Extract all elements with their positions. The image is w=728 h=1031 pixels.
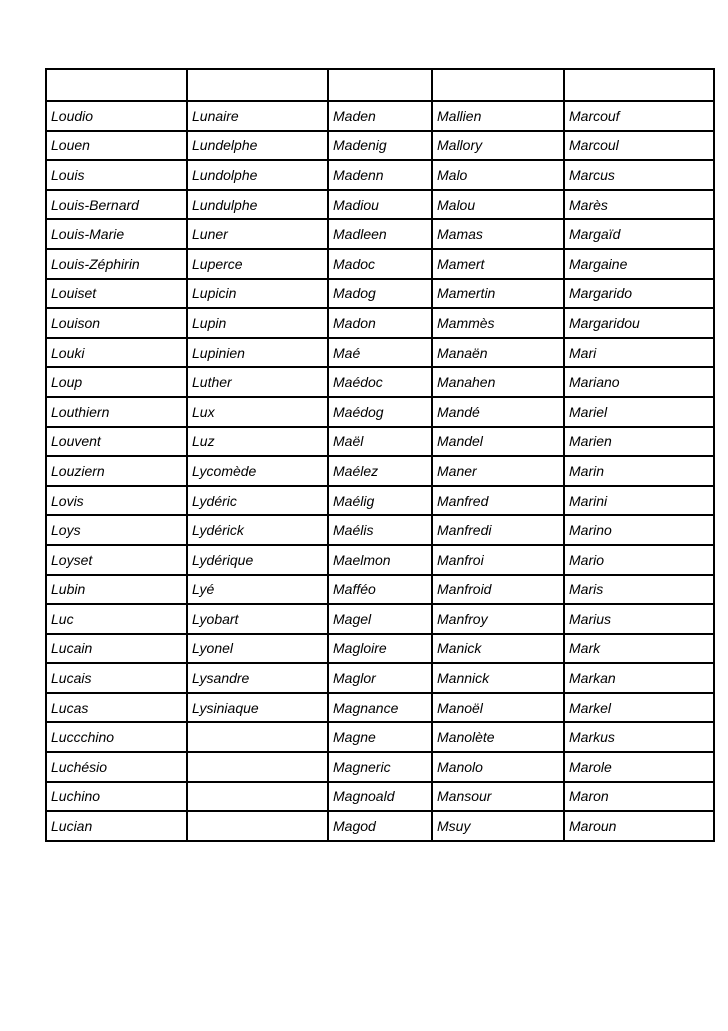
table-row	[46, 693, 714, 723]
name-cell: Manfroi	[432, 545, 564, 575]
name-cell: Maédoc	[328, 367, 432, 397]
name-cell: Magloire	[328, 634, 432, 664]
name-cell: Malo	[432, 160, 564, 190]
name-cell: Marcoul	[564, 131, 714, 161]
table-row	[46, 515, 714, 545]
name-cell: Madenig	[328, 131, 432, 161]
name-cell: Loys	[46, 515, 187, 545]
name-cell: Maglor	[328, 663, 432, 693]
name-cell	[187, 752, 328, 782]
header-row	[46, 69, 714, 101]
name-cell: Magneric	[328, 752, 432, 782]
name-cell: Luc	[46, 604, 187, 634]
name-cell: Maélis	[328, 515, 432, 545]
name-cell: Louki	[46, 338, 187, 368]
name-cell: Lyonel	[187, 634, 328, 664]
name-cell: Manoël	[432, 693, 564, 723]
name-cell: Lupicin	[187, 279, 328, 309]
name-cell: Lysandre	[187, 663, 328, 693]
name-cell: Mark	[564, 634, 714, 664]
name-cell: Msuy	[432, 811, 564, 841]
name-cell: Lucas	[46, 693, 187, 723]
table-row	[46, 427, 714, 457]
name-cell: Manfred	[432, 486, 564, 516]
name-cell: Maron	[564, 782, 714, 812]
name-cell: Mamertin	[432, 279, 564, 309]
name-cell: Luchésio	[46, 752, 187, 782]
table-row	[46, 190, 714, 220]
name-cell: Luchino	[46, 782, 187, 812]
name-cell: Loup	[46, 367, 187, 397]
name-cell: Lucian	[46, 811, 187, 841]
name-cell: Loyset	[46, 545, 187, 575]
name-cell: Manolète	[432, 722, 564, 752]
name-cell: Lupinien	[187, 338, 328, 368]
name-cell: Louison	[46, 308, 187, 338]
table-row	[46, 663, 714, 693]
name-cell: Markan	[564, 663, 714, 693]
name-cell: Marius	[564, 604, 714, 634]
name-cell: Maël	[328, 427, 432, 457]
table-row	[46, 249, 714, 279]
name-cell: Margaine	[564, 249, 714, 279]
name-cell: Lucain	[46, 634, 187, 664]
name-cell	[187, 782, 328, 812]
name-cell: Manolo	[432, 752, 564, 782]
table-row	[46, 545, 714, 575]
name-cell: Mariano	[564, 367, 714, 397]
name-cell: Lux	[187, 397, 328, 427]
name-cell: Lovis	[46, 486, 187, 516]
name-cell: Manfroid	[432, 575, 564, 605]
name-cell	[187, 811, 328, 841]
table-row	[46, 575, 714, 605]
name-cell: Malou	[432, 190, 564, 220]
name-cell: Madiou	[328, 190, 432, 220]
name-cell: Mario	[564, 545, 714, 575]
name-cell: Mafféo	[328, 575, 432, 605]
name-cell: Louvent	[46, 427, 187, 457]
name-cell: Mallien	[432, 101, 564, 131]
table-row	[46, 722, 714, 752]
name-cell: Manfredi	[432, 515, 564, 545]
name-cell: Maelmon	[328, 545, 432, 575]
name-cell: Margarido	[564, 279, 714, 309]
name-cell: Loudio	[46, 101, 187, 131]
name-cell: Luther	[187, 367, 328, 397]
name-cell: Maris	[564, 575, 714, 605]
header-cell	[564, 69, 714, 101]
name-cell: Mari	[564, 338, 714, 368]
name-cell: Margaridou	[564, 308, 714, 338]
header-cell	[46, 69, 187, 101]
name-cell	[187, 722, 328, 752]
name-cell: Mamas	[432, 219, 564, 249]
name-cell: Lucais	[46, 663, 187, 693]
name-cell: Lydérick	[187, 515, 328, 545]
header-cell	[187, 69, 328, 101]
name-cell: Markel	[564, 693, 714, 723]
name-cell: Magne	[328, 722, 432, 752]
name-cell: Lundulphe	[187, 190, 328, 220]
name-cell: Louis	[46, 160, 187, 190]
name-cell: Manfroy	[432, 604, 564, 634]
table-row	[46, 131, 714, 161]
name-cell: Marcouf	[564, 101, 714, 131]
name-cell: Lupin	[187, 308, 328, 338]
name-cell: Lunaire	[187, 101, 328, 131]
table-row	[46, 367, 714, 397]
name-cell: Luner	[187, 219, 328, 249]
name-cell: Marino	[564, 515, 714, 545]
name-cell: Markus	[564, 722, 714, 752]
header-cell	[328, 69, 432, 101]
name-cell: Magnance	[328, 693, 432, 723]
table-row	[46, 752, 714, 782]
name-cell: Mallory	[432, 131, 564, 161]
name-cell: Lyé	[187, 575, 328, 605]
table-row	[46, 219, 714, 249]
name-cell: Luz	[187, 427, 328, 457]
name-cell: Mandé	[432, 397, 564, 427]
name-cell: Mammès	[432, 308, 564, 338]
name-cell: Lundelphe	[187, 131, 328, 161]
name-cell: Mariel	[564, 397, 714, 427]
name-cell: Magnoald	[328, 782, 432, 812]
name-cell: Lydérique	[187, 545, 328, 575]
names-table-body	[46, 69, 714, 841]
table-row	[46, 101, 714, 131]
name-cell: Maden	[328, 101, 432, 131]
name-cell: Madon	[328, 308, 432, 338]
table-row	[46, 486, 714, 516]
name-cell: Lydéric	[187, 486, 328, 516]
name-cell: Lundolphe	[187, 160, 328, 190]
table-row	[46, 338, 714, 368]
header-cell	[432, 69, 564, 101]
name-cell: Mandel	[432, 427, 564, 457]
name-cell: Magod	[328, 811, 432, 841]
table-row	[46, 456, 714, 486]
name-cell: Marole	[564, 752, 714, 782]
name-cell: Louziern	[46, 456, 187, 486]
name-cell: Magel	[328, 604, 432, 634]
name-cell: Louen	[46, 131, 187, 161]
table-row	[46, 160, 714, 190]
name-cell: Mamert	[432, 249, 564, 279]
table-row	[46, 811, 714, 841]
name-cell: Manick	[432, 634, 564, 664]
name-cell: Marini	[564, 486, 714, 516]
name-cell: Mannick	[432, 663, 564, 693]
name-cell: Maélig	[328, 486, 432, 516]
name-cell: Louis-Zéphirin	[46, 249, 187, 279]
name-cell: Madleen	[328, 219, 432, 249]
name-cell: Maé	[328, 338, 432, 368]
name-cell: Marin	[564, 456, 714, 486]
name-cell: Luccchino	[46, 722, 187, 752]
name-cell: Maroun	[564, 811, 714, 841]
names-table	[45, 68, 715, 842]
name-cell: Lysiniaque	[187, 693, 328, 723]
name-cell: Lyobart	[187, 604, 328, 634]
name-cell: Louthiern	[46, 397, 187, 427]
name-cell: Manaën	[432, 338, 564, 368]
table-row	[46, 782, 714, 812]
table-row	[46, 308, 714, 338]
name-cell: Marès	[564, 190, 714, 220]
name-cell: Manahen	[432, 367, 564, 397]
name-cell: Louiset	[46, 279, 187, 309]
name-cell: Margaïd	[564, 219, 714, 249]
name-cell: Luperce	[187, 249, 328, 279]
name-cell: Lubin	[46, 575, 187, 605]
name-cell: Marcus	[564, 160, 714, 190]
name-cell: Louis-Marie	[46, 219, 187, 249]
name-cell: Madog	[328, 279, 432, 309]
table-row	[46, 397, 714, 427]
name-cell: Madenn	[328, 160, 432, 190]
table-row	[46, 279, 714, 309]
name-cell: Madoc	[328, 249, 432, 279]
name-cell: Marien	[564, 427, 714, 457]
name-cell: Mansour	[432, 782, 564, 812]
name-cell: Maédog	[328, 397, 432, 427]
name-cell: Maélez	[328, 456, 432, 486]
table-row	[46, 604, 714, 634]
table-row	[46, 634, 714, 664]
name-cell: Louis-Bernard	[46, 190, 187, 220]
name-cell: Maner	[432, 456, 564, 486]
name-cell: Lycomède	[187, 456, 328, 486]
